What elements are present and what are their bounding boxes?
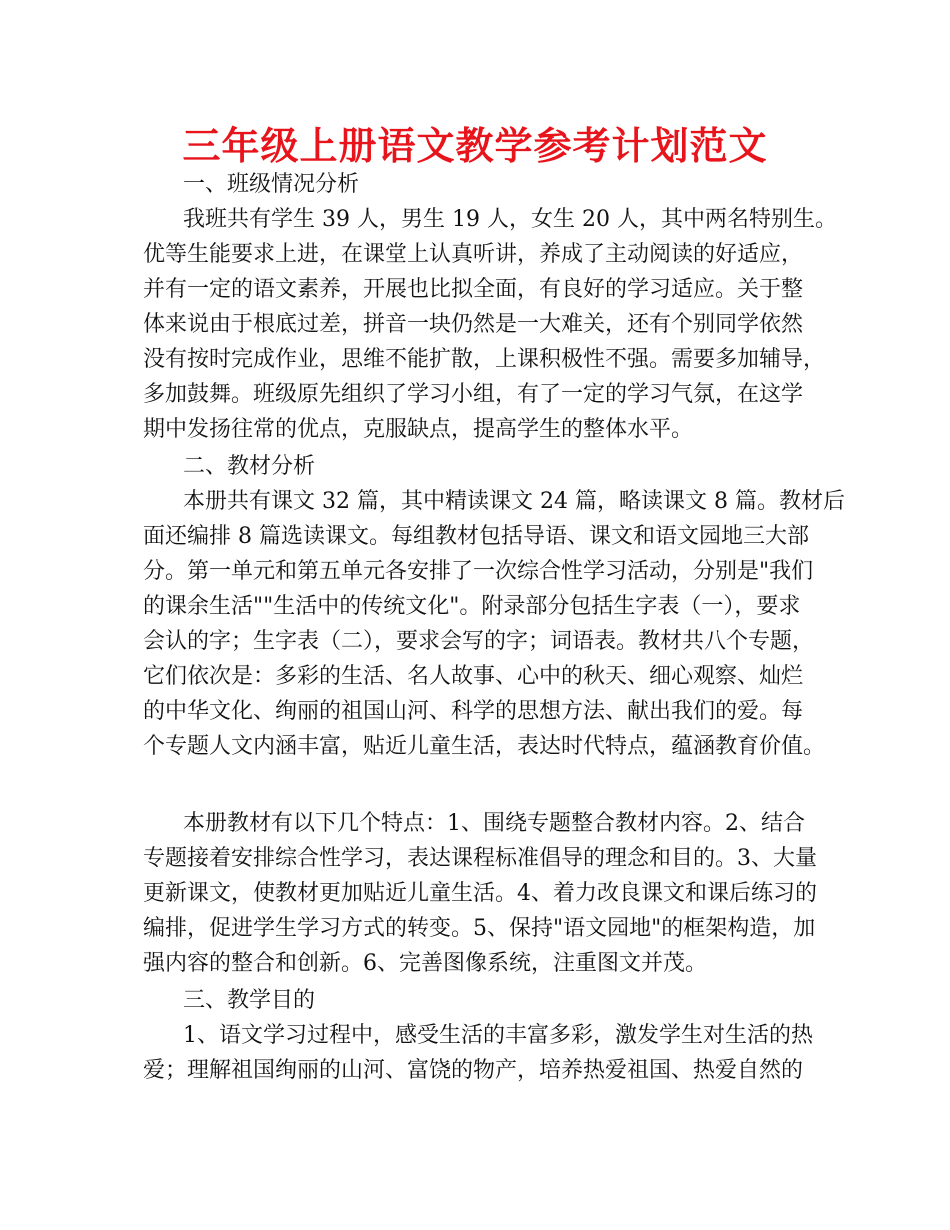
paragraph-line: 体来说由于根底过差，拼音一块仍然是一大难关，还有个别同学依然 (143, 312, 804, 337)
paragraph-line: 并有一定的语文素养，开展也比拟全面，有良好的学习适应。关于整 (143, 277, 804, 302)
paragraph-line: 爱；理解祖国绚丽的山河、富饶的物产，培养热爱祖国、热爱自然的 (143, 1058, 804, 1083)
section-heading-teaching-goals: 三、教学目的 (183, 988, 316, 1013)
paragraph-line: 多加鼓舞。班级原先组织了学习小组，有了一定的学习气氛，在这学 (143, 382, 804, 407)
paragraph-line: 会认的字；生字表（二），要求会写的字；词语表。教材共八个专题， (143, 629, 815, 654)
paragraph-line: 面还编排 8 篇选读课文。每组教材包括导语、课文和语文园地三大部 (143, 524, 809, 549)
paragraph-line: 本册教材有以下几个特点：1、围绕专题整合教材内容。2、结合 (183, 811, 805, 836)
paragraph-line: 优等生能要求上进，在课堂上认真听讲，养成了主动阅读的好适应， (143, 242, 804, 267)
paragraph-line: 没有按时完成作业，思维不能扩散，上课积极性不强。需要多加辅导， (143, 347, 826, 372)
paragraph-line: 本册共有课文 32 篇，其中精读课文 24 篇，略读课文 8 篇。教材后 (183, 489, 845, 514)
paragraph-line: 个专题人文内涵丰富，贴近儿童生活，表达时代特点，蕴涵教育价值。 (143, 734, 826, 759)
paragraph-line: 的课余生活""生活中的传统文化"。附录部分包括生字表（一），要求 (143, 594, 801, 619)
paragraph-line: 分。第一单元和第五单元各安排了一次综合性学习活动，分别是"我们 (143, 559, 814, 584)
paragraph-line: 编排，促进学生学习方式的转变。5、保持"语文园地"的框架构造，加 (143, 916, 816, 941)
paragraph-line: 专题接着安排综合性学习，表达课程标准倡导的理念和目的。3、大量 (143, 846, 817, 871)
paragraph-line: 的中华文化、绚丽的祖国山河、科学的思想方法、献出我们的爱。每 (143, 699, 804, 724)
paragraph-line: 它们依次是：多彩的生活、名人故事、心中的秋天、细心观察、灿烂 (143, 664, 804, 689)
paragraph-line: 1、语文学习过程中，感受生活的丰富多彩，激发学生对生活的热 (183, 1023, 813, 1048)
paragraph-line: 我班共有学生 39 人，男生 19 人，女生 20 人，其中两名特别生。 (183, 207, 837, 232)
section-heading-class-analysis: 一、班级情况分析 (183, 172, 360, 197)
document-title: 三年级上册语文教学参考计划范文 (182, 124, 768, 168)
paragraph-line: 期中发扬往常的优点，克服缺点，提高学生的整体水平。 (143, 417, 694, 442)
paragraph-line: 强内容的整合和创新。6、完善图像系统，注重图文并茂。 (143, 951, 707, 976)
paragraph-line: 更新课文，使教材更加贴近儿童生活。4、着力改良课文和课后练习的 (143, 881, 817, 906)
section-heading-textbook-analysis: 二、教材分析 (183, 454, 316, 479)
